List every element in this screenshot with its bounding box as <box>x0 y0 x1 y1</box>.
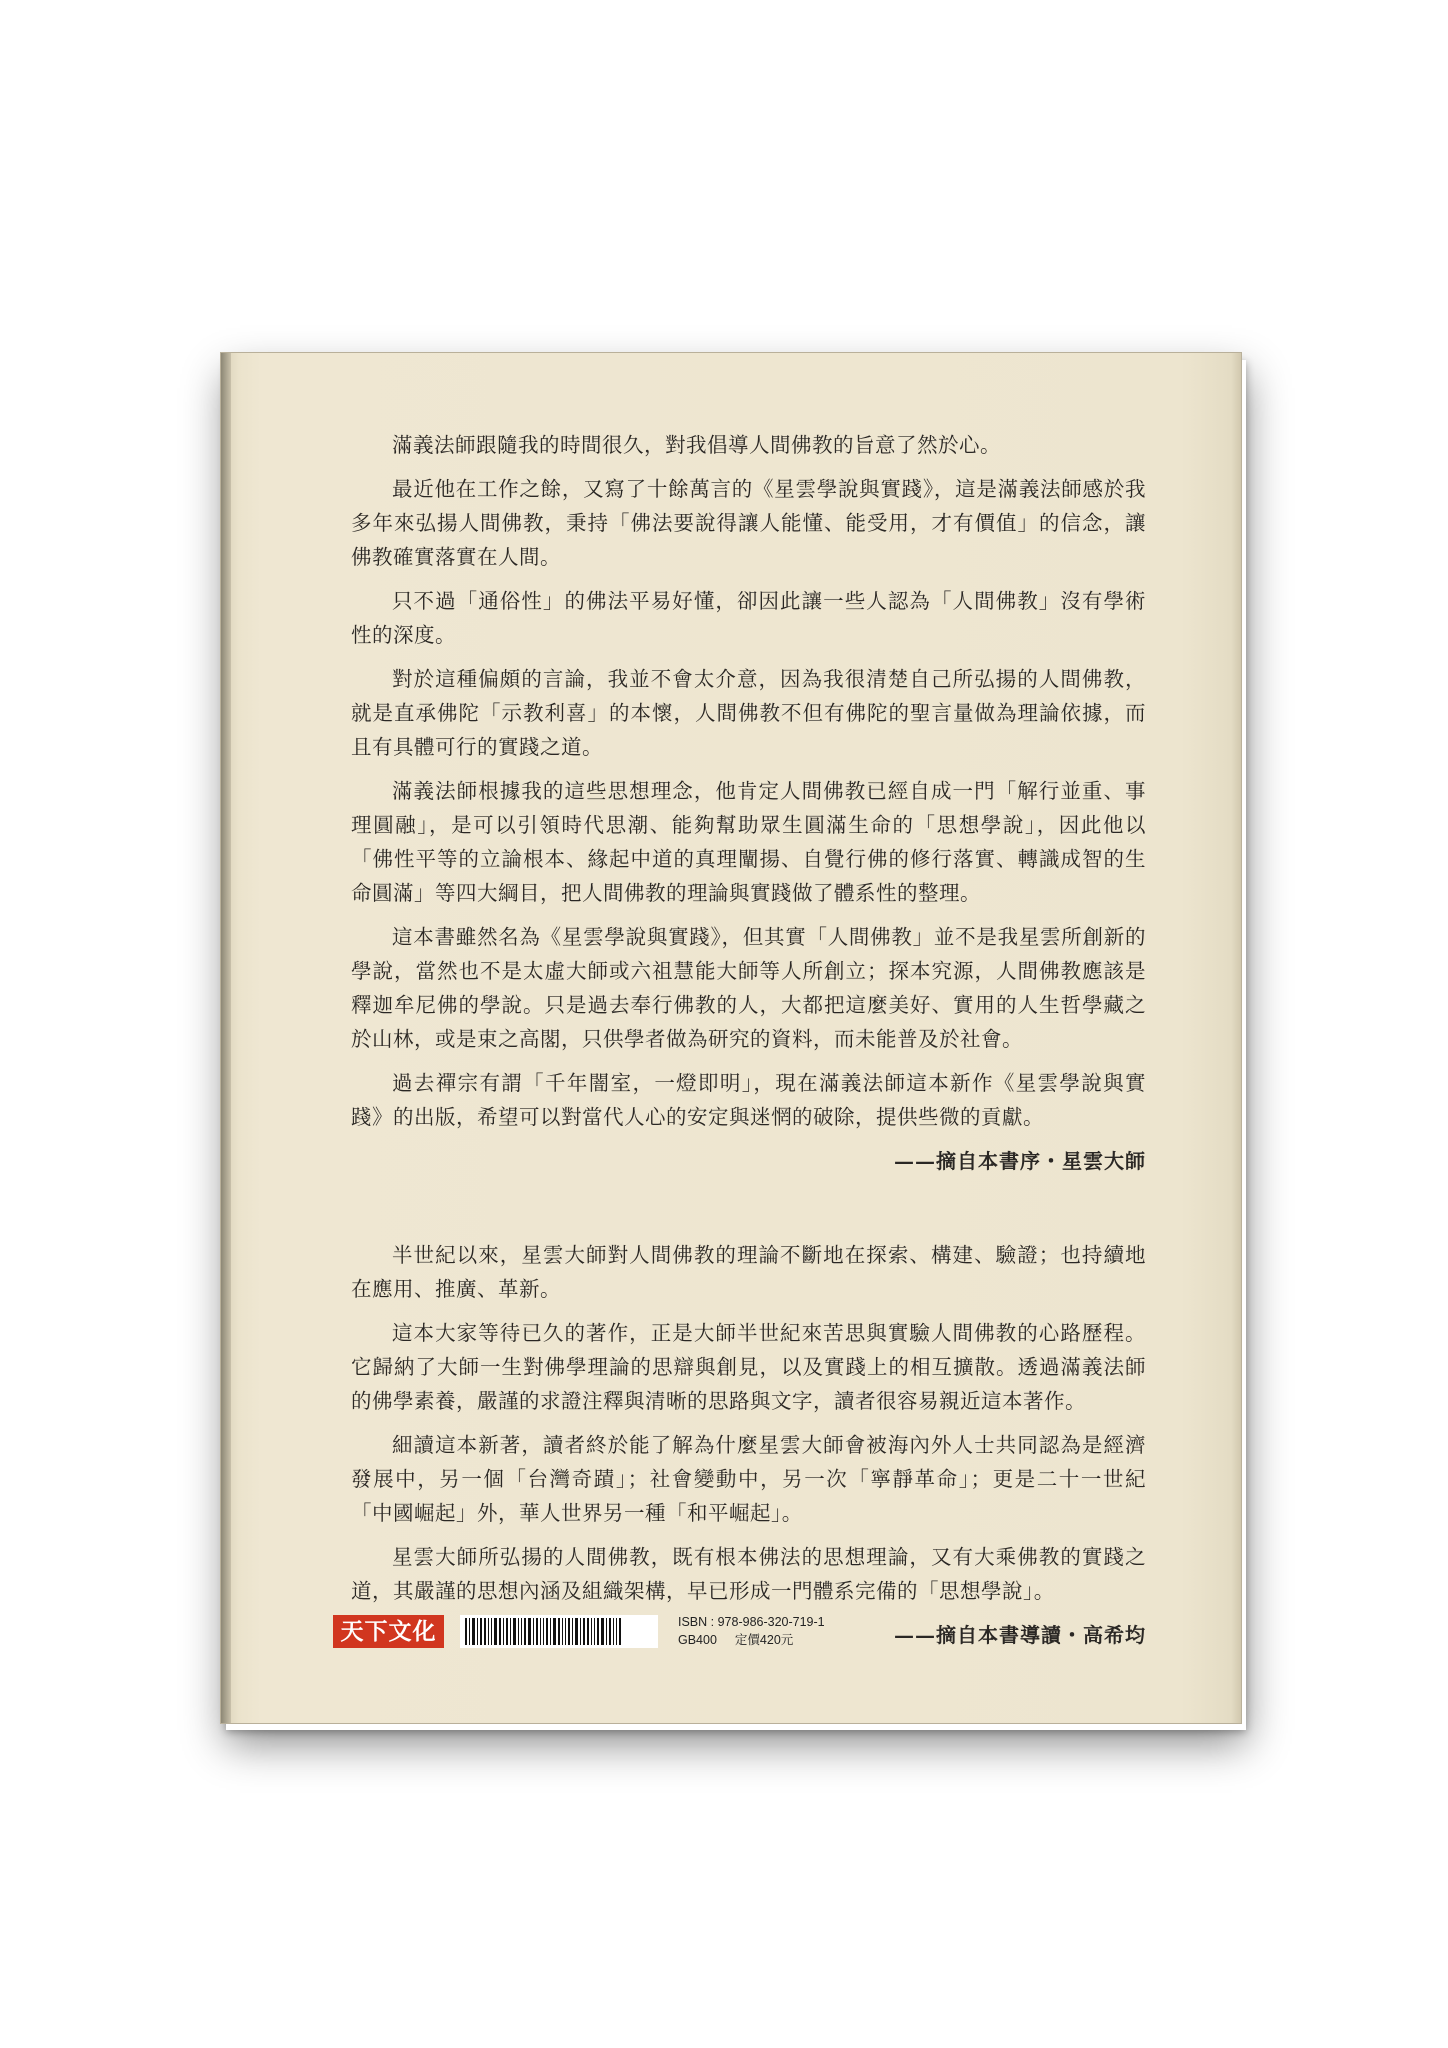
barcode-bar <box>594 1618 595 1645</box>
paragraph: 對於這種偏頗的言論，我並不會太介意，因為我很清楚自己所弘揚的人間佛教，就是直承佛陀「示教利喜」的本懷，人間佛教不但有佛陀的聖言量做為理論依據，而且有具體可行的實踐之道。 <box>351 667 1146 759</box>
barcode-bar <box>583 1618 585 1645</box>
barcode-bar <box>477 1618 478 1645</box>
paragraph: 滿義法師根據我的這些思想理念，他肯定人間佛教已經自成一門「解行並重、事理圓融」，是可以引領時代思潮、能夠幫助眾生圓滿生命的「思想學說」，因此他以「佛性平等的立論根本、緣起中道的真理闡揚、自覺行佛的修行落實、轉識成智的生命圓滿」等四大綱目，把人間佛教的理論與實踐做了體系性的整理。 <box>351 779 1146 905</box>
barcode-bar <box>616 1618 617 1645</box>
barcode-bar <box>472 1618 475 1645</box>
barcode-bar <box>575 1618 578 1645</box>
publisher-strip <box>333 1615 1133 1651</box>
barcode-bar <box>572 1618 573 1645</box>
barcode-bar <box>587 1618 589 1645</box>
barcode-bar <box>465 1618 467 1645</box>
signature-preface: ——摘自本書序・星雲大師 <box>894 1149 1146 1173</box>
barcode-bar <box>469 1618 470 1645</box>
barcode-bar <box>591 1618 592 1645</box>
paragraph: 半世紀以來，星雲大師對人間佛教的理論不斷地在探索、構建、驗證；也持續地在應用、推廣、革新。 <box>351 1243 1146 1301</box>
paragraph: 滿義法師跟隨我的時間很久，對我倡導人間佛教的旨意了然於心。 <box>392 433 1001 457</box>
barcode-bar <box>565 1618 566 1645</box>
barcode-bar <box>550 1618 551 1645</box>
product-code: GB400 <box>678 1633 717 1647</box>
paragraph: 星雲大師所弘揚的人間佛教，既有根本佛法的思想理論，又有大乘佛教的實踐之道，其嚴謹的思想內涵及組織架構，早已形成一門體系完備的「思想學說」。 <box>351 1545 1146 1603</box>
barcode-bar <box>480 1618 482 1645</box>
barcode-bar <box>580 1618 581 1645</box>
barcode <box>460 1615 658 1648</box>
barcode-bar <box>619 1618 621 1645</box>
paragraph: 細讀這本新著，讀者終於能了解為什麼星雲大師會被海內外人士共同認為是經濟發展中，另一個「台灣奇蹟」；社會變動中，另一次「寧靜革命」；更是二十一世紀「中國崛起」外，華人世界另一種「和平崛起」。 <box>351 1433 1146 1525</box>
paragraph: 這本書雖然名為《星雲學說與實踐》，但其實「人間佛教」並不是我星雲所創新的學說，當然也不是太虛大師或六祖慧能大師等人所創立；探本究源，人間佛教應該是釋迦牟尼佛的學說。只是過去奉行佛教的人，大都把這麼美好、實用的人生哲學藏之於山林，或是束之高閣，只供學者做為研究的資料，而未能普及於社會。 <box>351 925 1146 1051</box>
barcode-bar <box>491 1618 492 1645</box>
barcode-bar <box>546 1618 548 1645</box>
barcode-bar <box>488 1618 489 1645</box>
price-line <box>678 1631 825 1649</box>
paragraph: 過去禪宗有謂「千年闇室，一燈即明」，現在滿義法師這本新作《星雲學說與實踐》的出版，希望可以對當代人心的安定與迷惘的破除，提供些微的貢獻。 <box>351 1071 1146 1129</box>
isbn-block <box>678 1613 825 1649</box>
barcode-bar <box>597 1618 599 1645</box>
barcode-bar <box>494 1618 497 1645</box>
barcode-bar <box>503 1618 504 1645</box>
barcode-bar <box>609 1618 611 1645</box>
barcode-bar <box>528 1618 531 1645</box>
barcode-bar <box>606 1618 607 1645</box>
barcode-bar <box>521 1618 522 1645</box>
barcode-bar <box>568 1618 570 1645</box>
price-text: 定價420元 <box>734 1633 794 1647</box>
barcode-bar <box>524 1618 526 1645</box>
barcode-bar <box>513 1618 516 1645</box>
barcode-bar <box>562 1618 563 1645</box>
paragraph: 最近他在工作之餘，又寫了十餘萬言的《星雲學說與實踐》，這是滿義法師感於我多年來弘揚人間佛教，秉持「佛法要說得讓人能懂、能受用，才有價值」的信念，讓佛教確實落實在人間。 <box>351 477 1146 569</box>
barcode-bar <box>506 1618 508 1645</box>
barcode-bar <box>543 1618 544 1645</box>
barcode-bar <box>518 1618 519 1645</box>
paragraph: 這本大家等待已久的著作，正是大師半世紀來苦思與實驗人間佛教的心路歷程。它歸納了大師一生對佛學理論的思辯與創見，以及實踐上的相互擴散。透過滿義法師的佛學素養，嚴謹的求證注釋與清晰的思路與文字，讀者很容易親近這本著作。 <box>351 1321 1146 1413</box>
book-back-cover <box>220 352 1242 1724</box>
publisher-logo: 天下文化 <box>333 1615 444 1648</box>
section-gap <box>351 1178 1146 1238</box>
barcode-bar <box>601 1618 604 1645</box>
isbn-text: ISBN : 978-986-320-719-1 <box>678 1615 825 1629</box>
barcode-bar <box>540 1618 541 1645</box>
barcode-bar <box>510 1618 511 1645</box>
barcode-bar <box>533 1618 534 1645</box>
cover-text-block <box>351 428 1146 1652</box>
barcode-bar <box>553 1618 556 1645</box>
paragraph: 只不過「通俗性」的佛法平易好懂，卻因此讓一些人認為「人間佛教」沒有學術性的深度。 <box>351 589 1146 647</box>
barcode-bar <box>536 1618 538 1645</box>
signature-introduction: ——摘自本書導讀・高希均 <box>894 1623 1146 1647</box>
barcode-bar <box>613 1618 614 1645</box>
barcode-bar <box>484 1618 486 1645</box>
barcode-bar <box>558 1618 560 1645</box>
barcode-bar <box>499 1618 501 1645</box>
